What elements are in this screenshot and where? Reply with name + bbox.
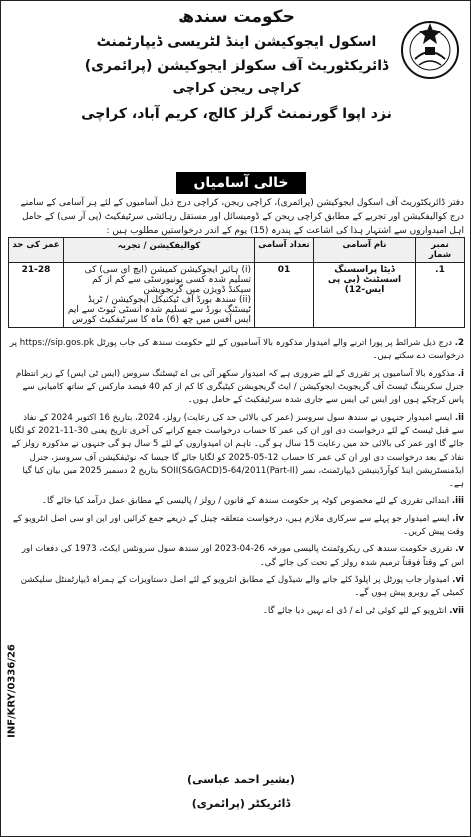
cell-sno: 1. bbox=[416, 263, 465, 328]
reference-number: INF/KRY/0336/26 bbox=[6, 644, 18, 738]
header-address: نزد اپوا گورنمنٹ گرلز کالج، کریم آباد، کراچی bbox=[81, 105, 392, 122]
cell-qualification bbox=[64, 263, 255, 328]
cell-count: 01 bbox=[255, 263, 314, 328]
signature-title: ڈائریکٹر (پرائمری) bbox=[191, 797, 291, 810]
condition-item: iv. ایسے امیدوار جو پہلے سے سرکاری ملازم ہیں، درخواست متعلقہ چینل کے ذریعے جمع کرائیں اور این او سی اصل انٹرویو کے وقت پیش کریں۔ bbox=[12, 513, 464, 538]
qualification-1: (i) ہائیر ایجوکیشن کمیشن (ایچ ای سی) کی تسلیم شدہ کسی یونیورسٹی سے کم از کم سیکنڈ ڈویژن میں گریجویشن bbox=[84, 265, 251, 295]
conditions-list bbox=[9, 337, 464, 618]
condition-item: i. مذکورہ بالا آسامیوں پر تقرری کے لئے ضروری ہے کہ امیدوار سکھر آئی بی اے ٹیسٹنگ سروس (ایس ٹی ایس) کے زیر انتظام جنرل سکریننگ ٹیسٹ آف گریجویٹ ایجوکیشن / ایٹ گریجویشن کیٹیگری کا کم از کم 40 فیصد مارکس کے ساتھ کامیابی سے پاس کرچکے ہوں اور ایس ٹی ایس سے جاری شدہ سرٹیفکیٹ کے حامل ہوں۔ bbox=[15, 368, 464, 406]
condition-item: vi. امیدوار جاب پورٹل پر اپلوڈ کئے جانے والے شیڈول کے مطابق انٹرویو کے لئے اصل دستاویزات کے ہمراہ ڈیپارٹمنٹل سلیکشن کمیٹی کے روبرو پیش ہوں گے۔ bbox=[20, 575, 464, 599]
intro-paragraph: دفتر ڈائریکٹوریٹ آف اسکول ایجوکیشن (پرائمری)، کراچی ریجن، کراچی درج ذیل آسامیوں کے لئے ہر آسامی کے سامنے درج کوالیفکیشن اور تجربے کے مطابق کراچی ریجن کے ڈومیسائل اور مستقل رہائشی سرٹیفکیٹ (پی آر سی) کے حامل اہل امیدواروں سے اشتہار ہذا کی اشاعت کے پندرہ (15) یوم کے اندر درخواستیں مطلوب ہیں : bbox=[20, 198, 464, 236]
col-sno: نمبر شمار bbox=[416, 238, 465, 263]
condition-item: vii. انٹرویو کے لئے کوئی ٹی اے / ڈی اے نہیں دیا جائے گا۔ bbox=[262, 605, 464, 616]
col-count: تعداد آسامی bbox=[255, 238, 314, 263]
cell-age: 21-28 bbox=[9, 263, 64, 328]
header bbox=[1, 7, 471, 123]
header-gov: حکومت سندھ bbox=[178, 7, 295, 27]
condition-item: 2. درج ذیل شرائط پر پورا اترنے والے امیدوار مذکورہ بالا آسامیوں کے لئے حکومت سندھ کی جاب پورٹل https://sip.gos.pk پر درخواست دے سکتے ہیں۔ bbox=[9, 338, 464, 362]
condition-item: ii. ایسے امیدوار جنہوں نے سندھ سول سروسز (عمر کی بالائی حد کی رعایت) رولز، 2024، بتاریخ 16 اکتوبر 2024 کے نفاذ سے قبل ٹیسٹ کے لئے درخواست دی اور ان کی عمر کا حساب درخواست جمع کرانے کی آخری تاریخ یعنی 30-11-2021 کو لگایا جائے گا اور عمر کی بالائی حد میں رعایت 15 سال ہو گی۔ تاہم ان امیدواروں کے لئے 5 سال ہو گی جنہوں نے مذکورہ رولز کے نفاذ کے بعد درخواست دی اور ان کی عمر کا حساب 12-05-2025 کو لگایا جائے گا جیسا کہ نوٹیفکیشن آف سروسز، جنرل ایڈمنسٹریشن اینڈ کوآرڈینیشن ڈیپارٹمنٹ، نمبر SOII(S&GACD)5-64/2011(Part-II) بتاریخ 2 دسمبر 2025 میں بیان کیا گیا ہے۔ bbox=[9, 412, 464, 490]
col-qualification: کوالیفکیشن / تجربہ bbox=[64, 238, 255, 263]
vacancy-table bbox=[8, 237, 465, 328]
condition-item: iii. ابتدائی تقرری کے لئے مخصوص کوٹہ پر حکومت سندھ کے قانون / رولز / پالیسی کے مطابق عمل درآمد کیا جائے گا۔ bbox=[41, 496, 464, 507]
qualification-2: (ii) سندھ بورڈ آف ٹیکنیکل ایجوکیشن / ٹریڈ ٹیسٹنگ بورڈ سے تسلیم شدہ انسٹی ٹیوٹ سے ایم ایس آفس میں چھ (6) ماہ کا سرٹیفکیٹ کورس bbox=[67, 295, 251, 325]
vacancies-banner: خالی آسامیاں bbox=[176, 172, 306, 194]
table-row bbox=[9, 263, 465, 328]
header-dept: اسکول ایجوکیشن اینڈ لٹریسی ڈیپارٹمنٹ bbox=[96, 34, 377, 51]
header-region: کراچی ریجن کراچی bbox=[172, 81, 301, 97]
condition-item: v. تقرری حکومت سندھ کی ریکروٹمنٹ پالیسی مورخہ 26-04-2023 اور سندھ سول سرونٹس ایکٹ، 1973 کی دفعات اور اس کے وقتاً فوقتاً ترمیم شدہ رولز کے تحت کی جائے گی۔ bbox=[21, 544, 464, 568]
cell-post: ڈیٹا پراسسنگ اسسٹنٹ (بی پی ایس-12) bbox=[314, 263, 416, 328]
col-post: نام آسامی bbox=[314, 238, 416, 263]
col-age: عمر کی حد bbox=[9, 238, 64, 263]
signature-name: (بشیر احمد عباسی) bbox=[187, 773, 295, 786]
header-directorate: ڈائریکٹوریٹ آف سکولز ایجوکیشن (پرائمری) bbox=[84, 57, 389, 74]
